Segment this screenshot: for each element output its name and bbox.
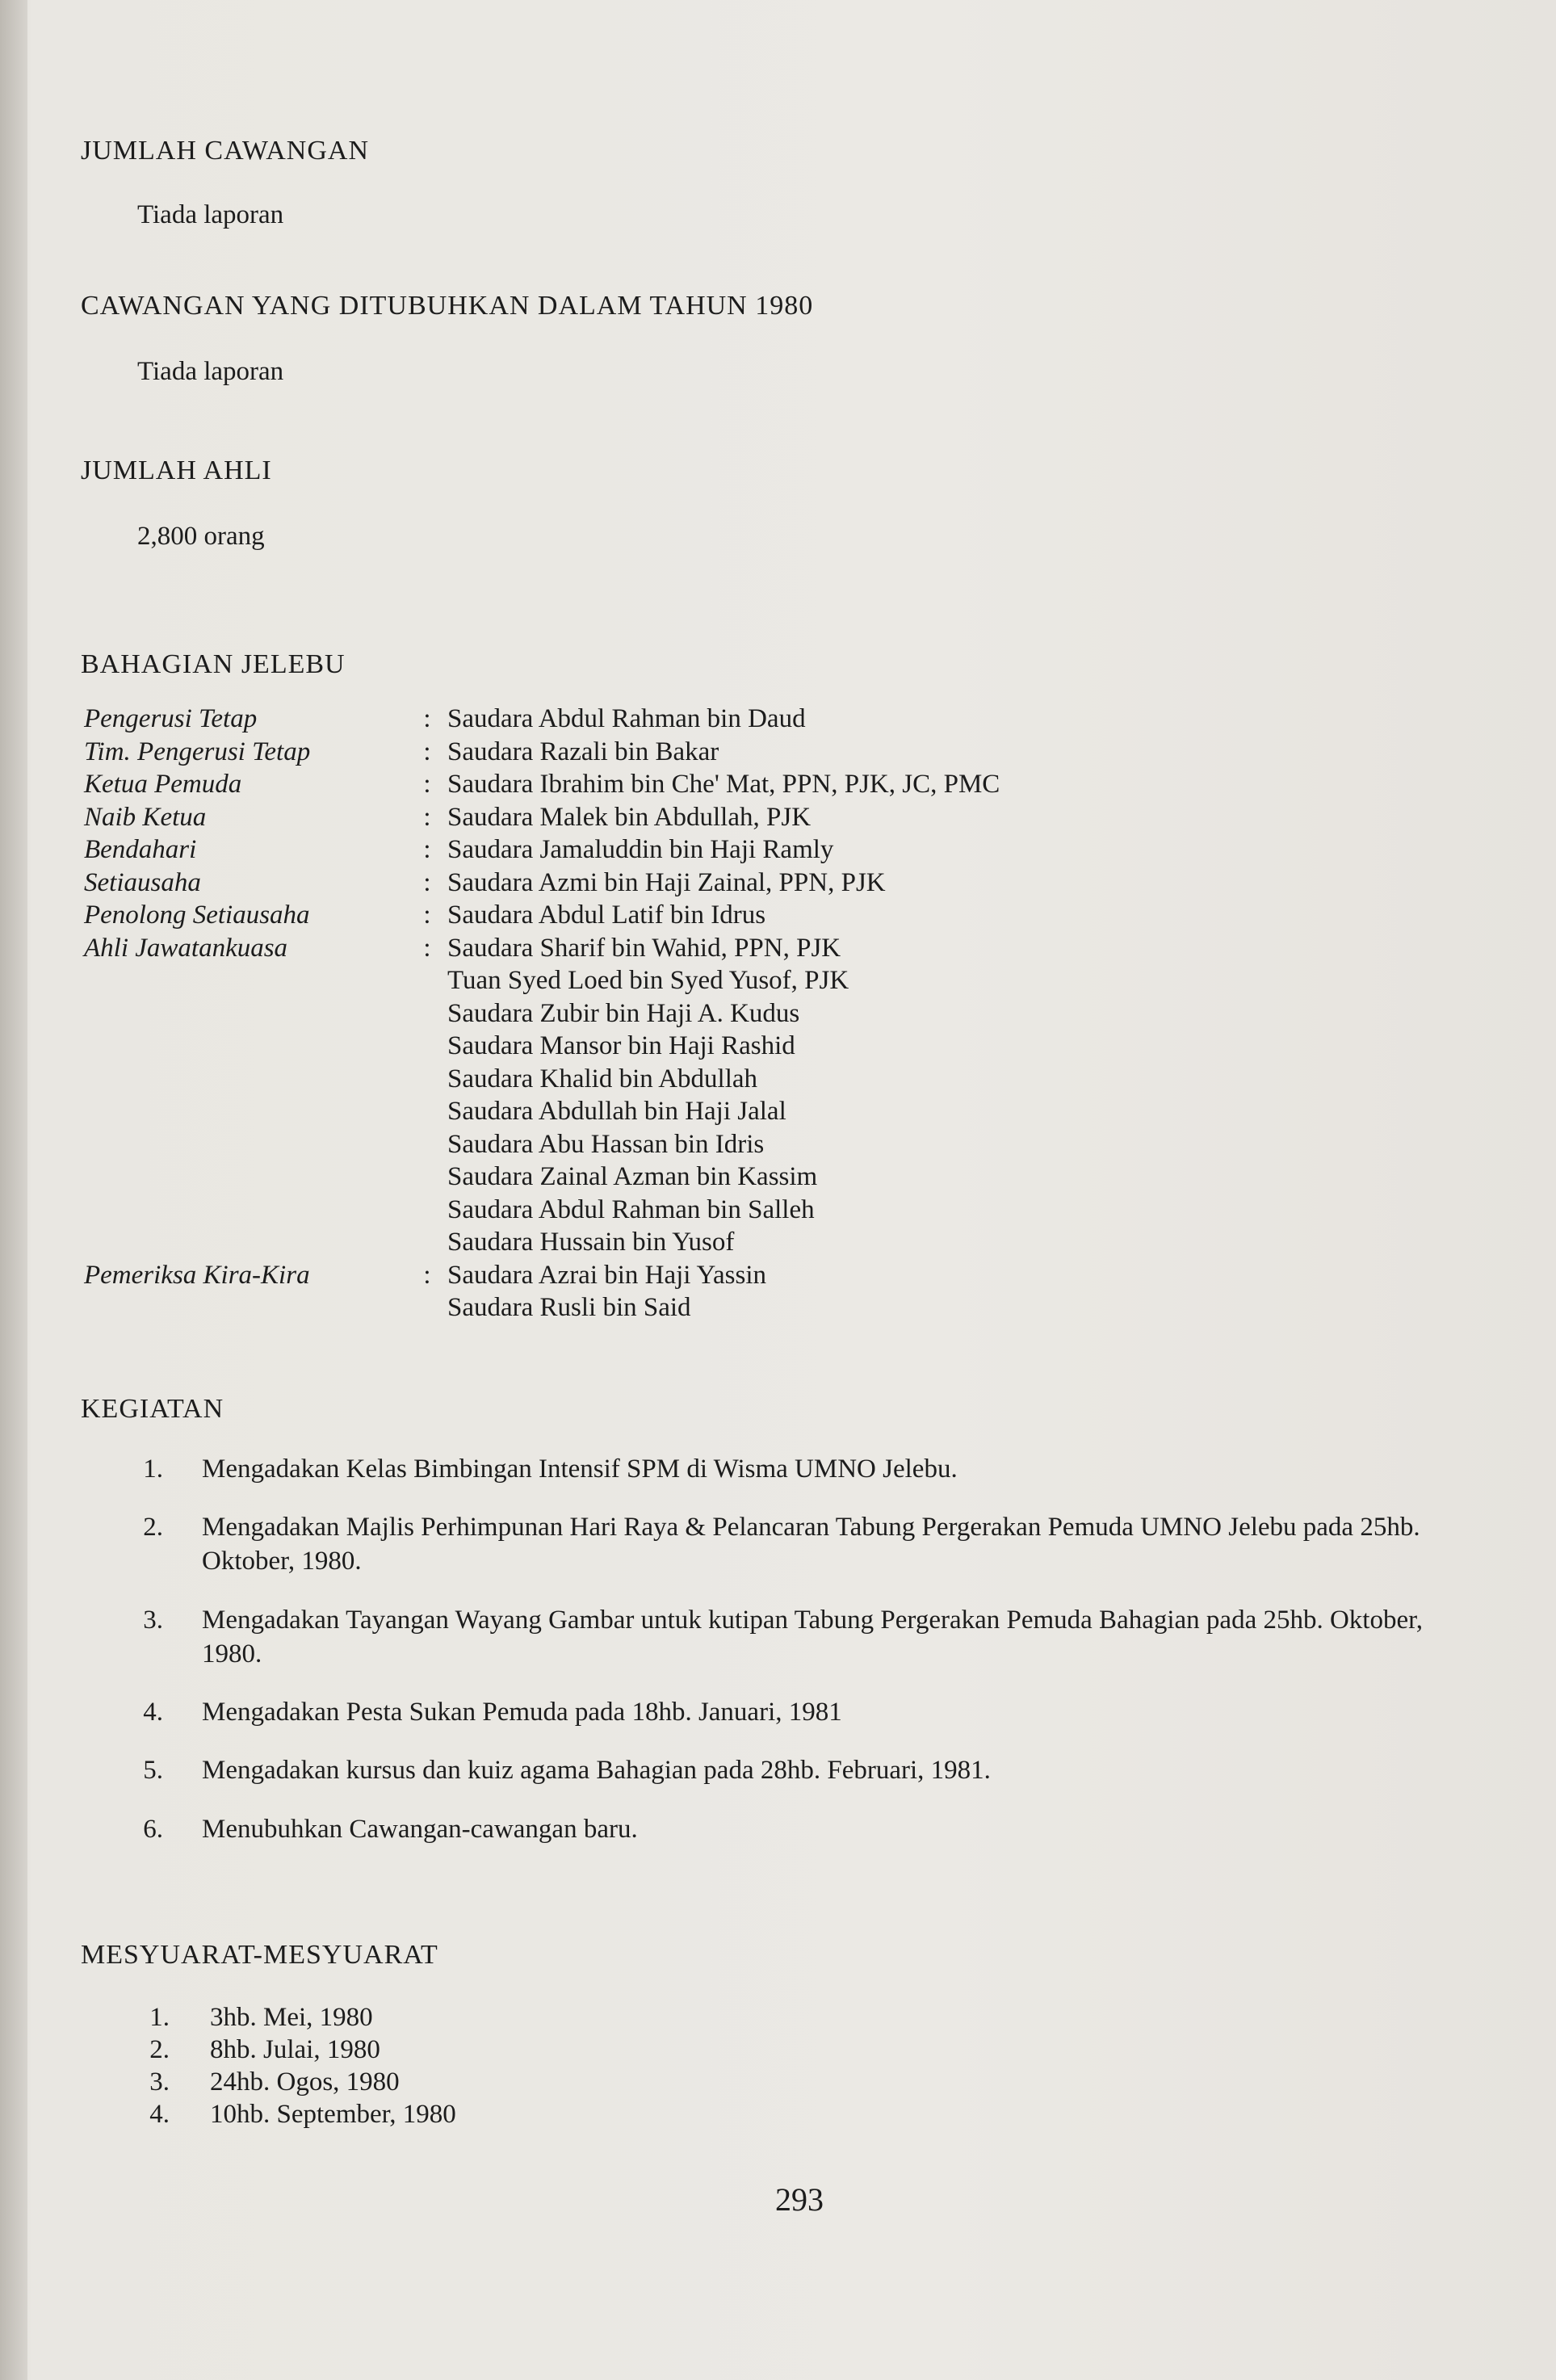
activity-text: Mengadakan Kelas Bimbingan Intensif SPM di Wisma UMNO Jelebu. bbox=[202, 1454, 958, 1484]
heading-cawangan-baru: CAWANGAN YANG DITUBUHKAN DALAM TAHUN 1980 bbox=[81, 291, 814, 321]
official-role: Setiausaha bbox=[84, 867, 201, 897]
page-edge-shadow bbox=[0, 0, 27, 2380]
meeting-number: 3. bbox=[149, 2067, 170, 2097]
meeting-number: 2. bbox=[149, 2035, 170, 2064]
activity-number: 4. bbox=[143, 1698, 163, 1727]
activity-item bbox=[81, 1510, 1470, 1578]
official-names bbox=[447, 932, 849, 1259]
official-names bbox=[447, 899, 765, 932]
official-name: Saudara Abu Hassan bin Idris bbox=[447, 1129, 765, 1159]
official-name: Saudara Abdul Rahman bin Salleh bbox=[447, 1194, 815, 1224]
meeting-date: 3hb. Mei, 1980 bbox=[210, 2003, 373, 2032]
official-role: Ahli Jawatankuasa bbox=[84, 933, 288, 963]
activity-item bbox=[81, 1753, 1470, 1787]
official-row bbox=[84, 736, 1214, 769]
official-name: Saudara Ibrahim bin Che' Mat, PPN, PJK, JC, PMC bbox=[447, 770, 1000, 799]
meeting-item bbox=[81, 2098, 456, 2130]
official-names bbox=[447, 768, 1000, 801]
official-name: Saudara Mansor bin Haji Rashid bbox=[447, 1031, 795, 1060]
text-jumlah-cawangan: Tiada laporan bbox=[137, 200, 284, 229]
official-name: Saudara Azrai bin Haji Yassin bbox=[447, 1260, 767, 1290]
meetings-list bbox=[81, 2001, 456, 2130]
official-name: Saudara Zainal Azman bin Kassim bbox=[447, 1162, 818, 1191]
meeting-item bbox=[81, 2066, 456, 2098]
official-colon: : bbox=[423, 802, 431, 832]
official-name: Saudara Khalid bin Abdullah bbox=[447, 1064, 758, 1093]
official-name: Saudara Malek bin Abdullah, PJK bbox=[447, 802, 812, 832]
official-name: Saudara Abdullah bin Haji Jalal bbox=[447, 1097, 786, 1126]
official-role: Tim. Pengerusi Tetap bbox=[84, 737, 311, 766]
official-role: Naib Ketua bbox=[84, 802, 207, 832]
officials-list bbox=[84, 703, 1214, 1324]
meeting-date: 10hb. September, 1980 bbox=[210, 2100, 456, 2129]
official-name: Saudara Hussain bin Yusof bbox=[447, 1228, 735, 1257]
activities-list bbox=[81, 1452, 1470, 1870]
official-name: Saudara Rusli bin Said bbox=[447, 1293, 691, 1322]
official-row bbox=[84, 768, 1214, 801]
official-names bbox=[447, 1259, 766, 1324]
official-name: Saudara Zubir bin Haji A. Kudus bbox=[447, 998, 800, 1028]
text-jumlah-ahli: 2,800 orang bbox=[137, 522, 265, 551]
official-role: Pengerusi Tetap bbox=[84, 704, 258, 733]
meeting-date: 24hb. Ogos, 1980 bbox=[210, 2067, 400, 2097]
official-colon: : bbox=[423, 770, 431, 799]
activity-text: Mengadakan Tayangan Wayang Gambar untuk kutipan Tabung Pergerakan Pemuda Bahagian pada 25hb. Oktober, 1980. bbox=[202, 1605, 1424, 1669]
text-cawangan-baru: Tiada laporan bbox=[137, 357, 284, 386]
official-colon: : bbox=[423, 900, 431, 930]
official-name: Saudara Razali bin Bakar bbox=[447, 737, 719, 766]
official-role: Bendahari bbox=[84, 835, 197, 864]
activity-number: 2. bbox=[143, 1513, 163, 1543]
activity-text: Mengadakan Pesta Sukan Pemuda pada 18hb. Januari, 1981 bbox=[202, 1698, 842, 1727]
activity-item bbox=[81, 1695, 1470, 1729]
activity-text: Mengadakan Majlis Perhimpunan Hari Raya & Pelancaran Tabung Pergerakan Pemuda UMNO Jelebu pada 25hb. Oktober, 1980. bbox=[202, 1513, 1420, 1576]
official-name: Saudara Azmi bin Haji Zainal, PPN, PJK bbox=[447, 867, 886, 897]
official-role: Ketua Pemuda bbox=[84, 770, 242, 799]
official-row bbox=[84, 1259, 1214, 1324]
meeting-item bbox=[81, 2034, 456, 2066]
official-name: Saudara Abdul Latif bin Idrus bbox=[447, 900, 766, 930]
heading-bahagian: BAHAGIAN JELEBU bbox=[81, 649, 346, 679]
activity-number: 5. bbox=[143, 1756, 163, 1786]
heading-jumlah-cawangan: JUMLAH CAWANGAN bbox=[81, 136, 369, 166]
official-names bbox=[447, 867, 886, 900]
official-colon: : bbox=[423, 867, 431, 897]
meeting-number: 1. bbox=[149, 2003, 170, 2032]
official-row bbox=[84, 899, 1214, 932]
official-row bbox=[84, 703, 1214, 736]
page-number: 293 bbox=[775, 2181, 824, 2218]
official-colon: : bbox=[423, 737, 431, 766]
official-row bbox=[84, 932, 1214, 1259]
activity-number: 1. bbox=[143, 1454, 163, 1484]
official-name: Saudara Abdul Rahman bin Daud bbox=[447, 704, 806, 733]
official-names bbox=[447, 703, 806, 736]
official-row bbox=[84, 867, 1214, 900]
official-name: Saudara Jamaluddin bin Haji Ramly bbox=[447, 835, 834, 864]
activity-number: 3. bbox=[143, 1605, 163, 1635]
meeting-number: 4. bbox=[149, 2100, 170, 2129]
heading-mesyuarat: MESYUARAT-MESYUARAT bbox=[81, 1940, 438, 1970]
activity-text: Menubuhkan Cawangan-cawangan baru. bbox=[202, 1814, 638, 1844]
activity-item bbox=[81, 1812, 1470, 1846]
official-colon: : bbox=[423, 835, 431, 864]
meeting-item bbox=[81, 2001, 456, 2034]
official-names bbox=[447, 736, 719, 769]
meeting-date: 8hb. Julai, 1980 bbox=[210, 2035, 380, 2064]
official-role: Penolong Setiausaha bbox=[84, 900, 310, 930]
official-names bbox=[447, 801, 811, 834]
official-name: Saudara Sharif bin Wahid, PPN, PJK bbox=[447, 933, 841, 963]
official-colon: : bbox=[423, 933, 431, 963]
official-names bbox=[447, 833, 833, 867]
activity-text: Mengadakan kursus dan kuiz agama Bahagian pada 28hb. Februari, 1981. bbox=[202, 1756, 991, 1786]
official-name: Tuan Syed Loed bin Syed Yusof, PJK bbox=[447, 966, 849, 995]
official-colon: : bbox=[423, 704, 431, 733]
activity-number: 6. bbox=[143, 1814, 163, 1844]
official-role: Pemeriksa Kira-Kira bbox=[84, 1260, 310, 1290]
official-row bbox=[84, 801, 1214, 834]
heading-jumlah-ahli: JUMLAH AHLI bbox=[81, 455, 272, 485]
activity-item bbox=[81, 1452, 1470, 1486]
official-row bbox=[84, 833, 1214, 867]
heading-kegiatan: KEGIATAN bbox=[81, 1394, 224, 1424]
official-colon: : bbox=[423, 1260, 431, 1290]
activity-item bbox=[81, 1603, 1470, 1671]
